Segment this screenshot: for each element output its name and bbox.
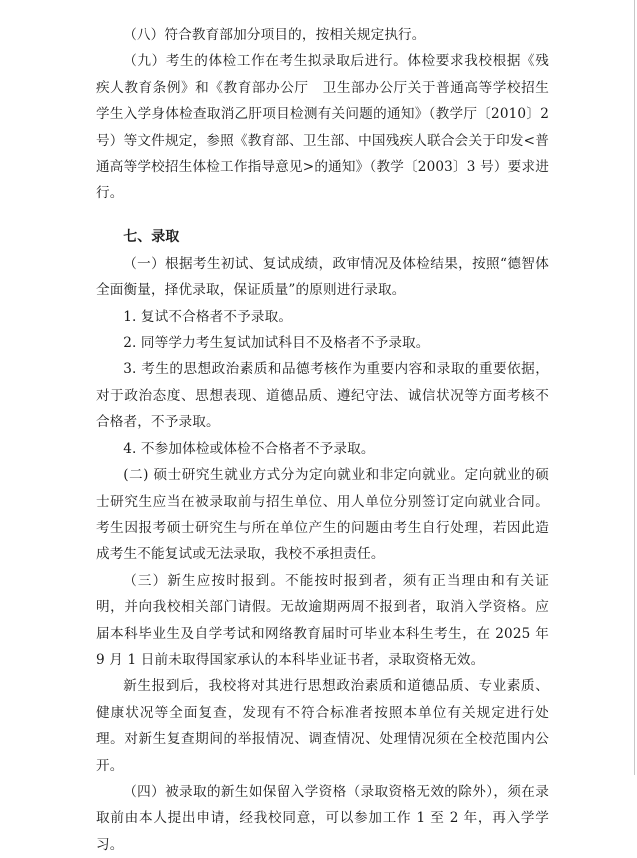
paragraph-item-8: （八）符合教育部加分项目的，按相关规定执行。 xyxy=(123,27,426,43)
paragraph-rule-2: 2. 同等学力考生复试加试科目不及格者不予录取。 xyxy=(123,335,430,352)
page-edge-divider xyxy=(634,0,635,775)
paragraph-rule-3: 3. 考生的思想政治素质和品德考核作为重要内容和录取的重要依据，对于政治态度、思想表现、道德品质、遵纪守法、诚信状况等方面考核不合格者，不予录取。 xyxy=(96,361,549,431)
paragraph-reexamination: 新生报到后，我校将对其进行思想政治素质和道德品质、专业素质、健康状况等全面复查，发现有不符合标准者按照本单位有关规定进行处理。对新生复查期间的举报情况、调查情况、处理情况须在全校范围内公开。 xyxy=(96,678,549,774)
paragraph-rule-1: 1. 复试不合格者不予录取。 xyxy=(123,308,293,325)
paragraph-admission-principle: （一）根据考生初试、复试成绩，政审情况及体检结果，按照“德智体全面衡量，择优录取，保证质量”的原则进行录取。 xyxy=(96,255,549,299)
section-heading-admission: 七、录取 xyxy=(123,228,180,245)
paragraph-item-9-physical-exam: （九）考生的体检工作在考生拟录取后进行。体检要求我校根据《残疾人教育条例》和《教育部办公厅 卫生部办公厅关于普通高等学校招生学生入学身体检查取消乙肝项目检测有关问题的通知》（教学厅〔2010〕2 号）等文件规定，参照《教育部、卫生部、中国残疾人联合会关于印发<普通高等学校招生体检工作指导意见>的通知》（教学〔2003〕3 号）要求进行。 xyxy=(96,53,549,202)
paragraph-employment-mode: (二) 硕士研究生就业方式分为定向就业和非定向就业。定向就业的硕士研究生应当在被录取前与招生单位、用人单位分别签订定向就业合同。考生因报考硕士研究生与所在单位产生的问题由考生自行处理，若因此造成考生不能复试或无法录取，我校不承担责任。 xyxy=(96,467,549,563)
paragraph-deferral: （四）被录取的新生如保留入学资格（录取资格无效的除外），须在录取前由本人提出申请，经我校同意，可以参加工作 1 至 2 年，再入学学习。 xyxy=(96,783,549,853)
document-body xyxy=(96,22,549,858)
paragraph-registration: （三）新生应按时报到。不能按时报到者，须有正当理由和有关证明，并向我校相关部门请假。无故逾期两周不报到者，取消入学资格。应届本科毕业生及自学考试和网络教育届时可毕业本科生考生，在 2025 年 9 月 1 日前未取得国家承认的本科毕业证书者，录取资格无效。 xyxy=(96,572,549,668)
paragraph-rule-4: 4. 不参加体检或体检不合格者不予录取。 xyxy=(123,440,375,457)
